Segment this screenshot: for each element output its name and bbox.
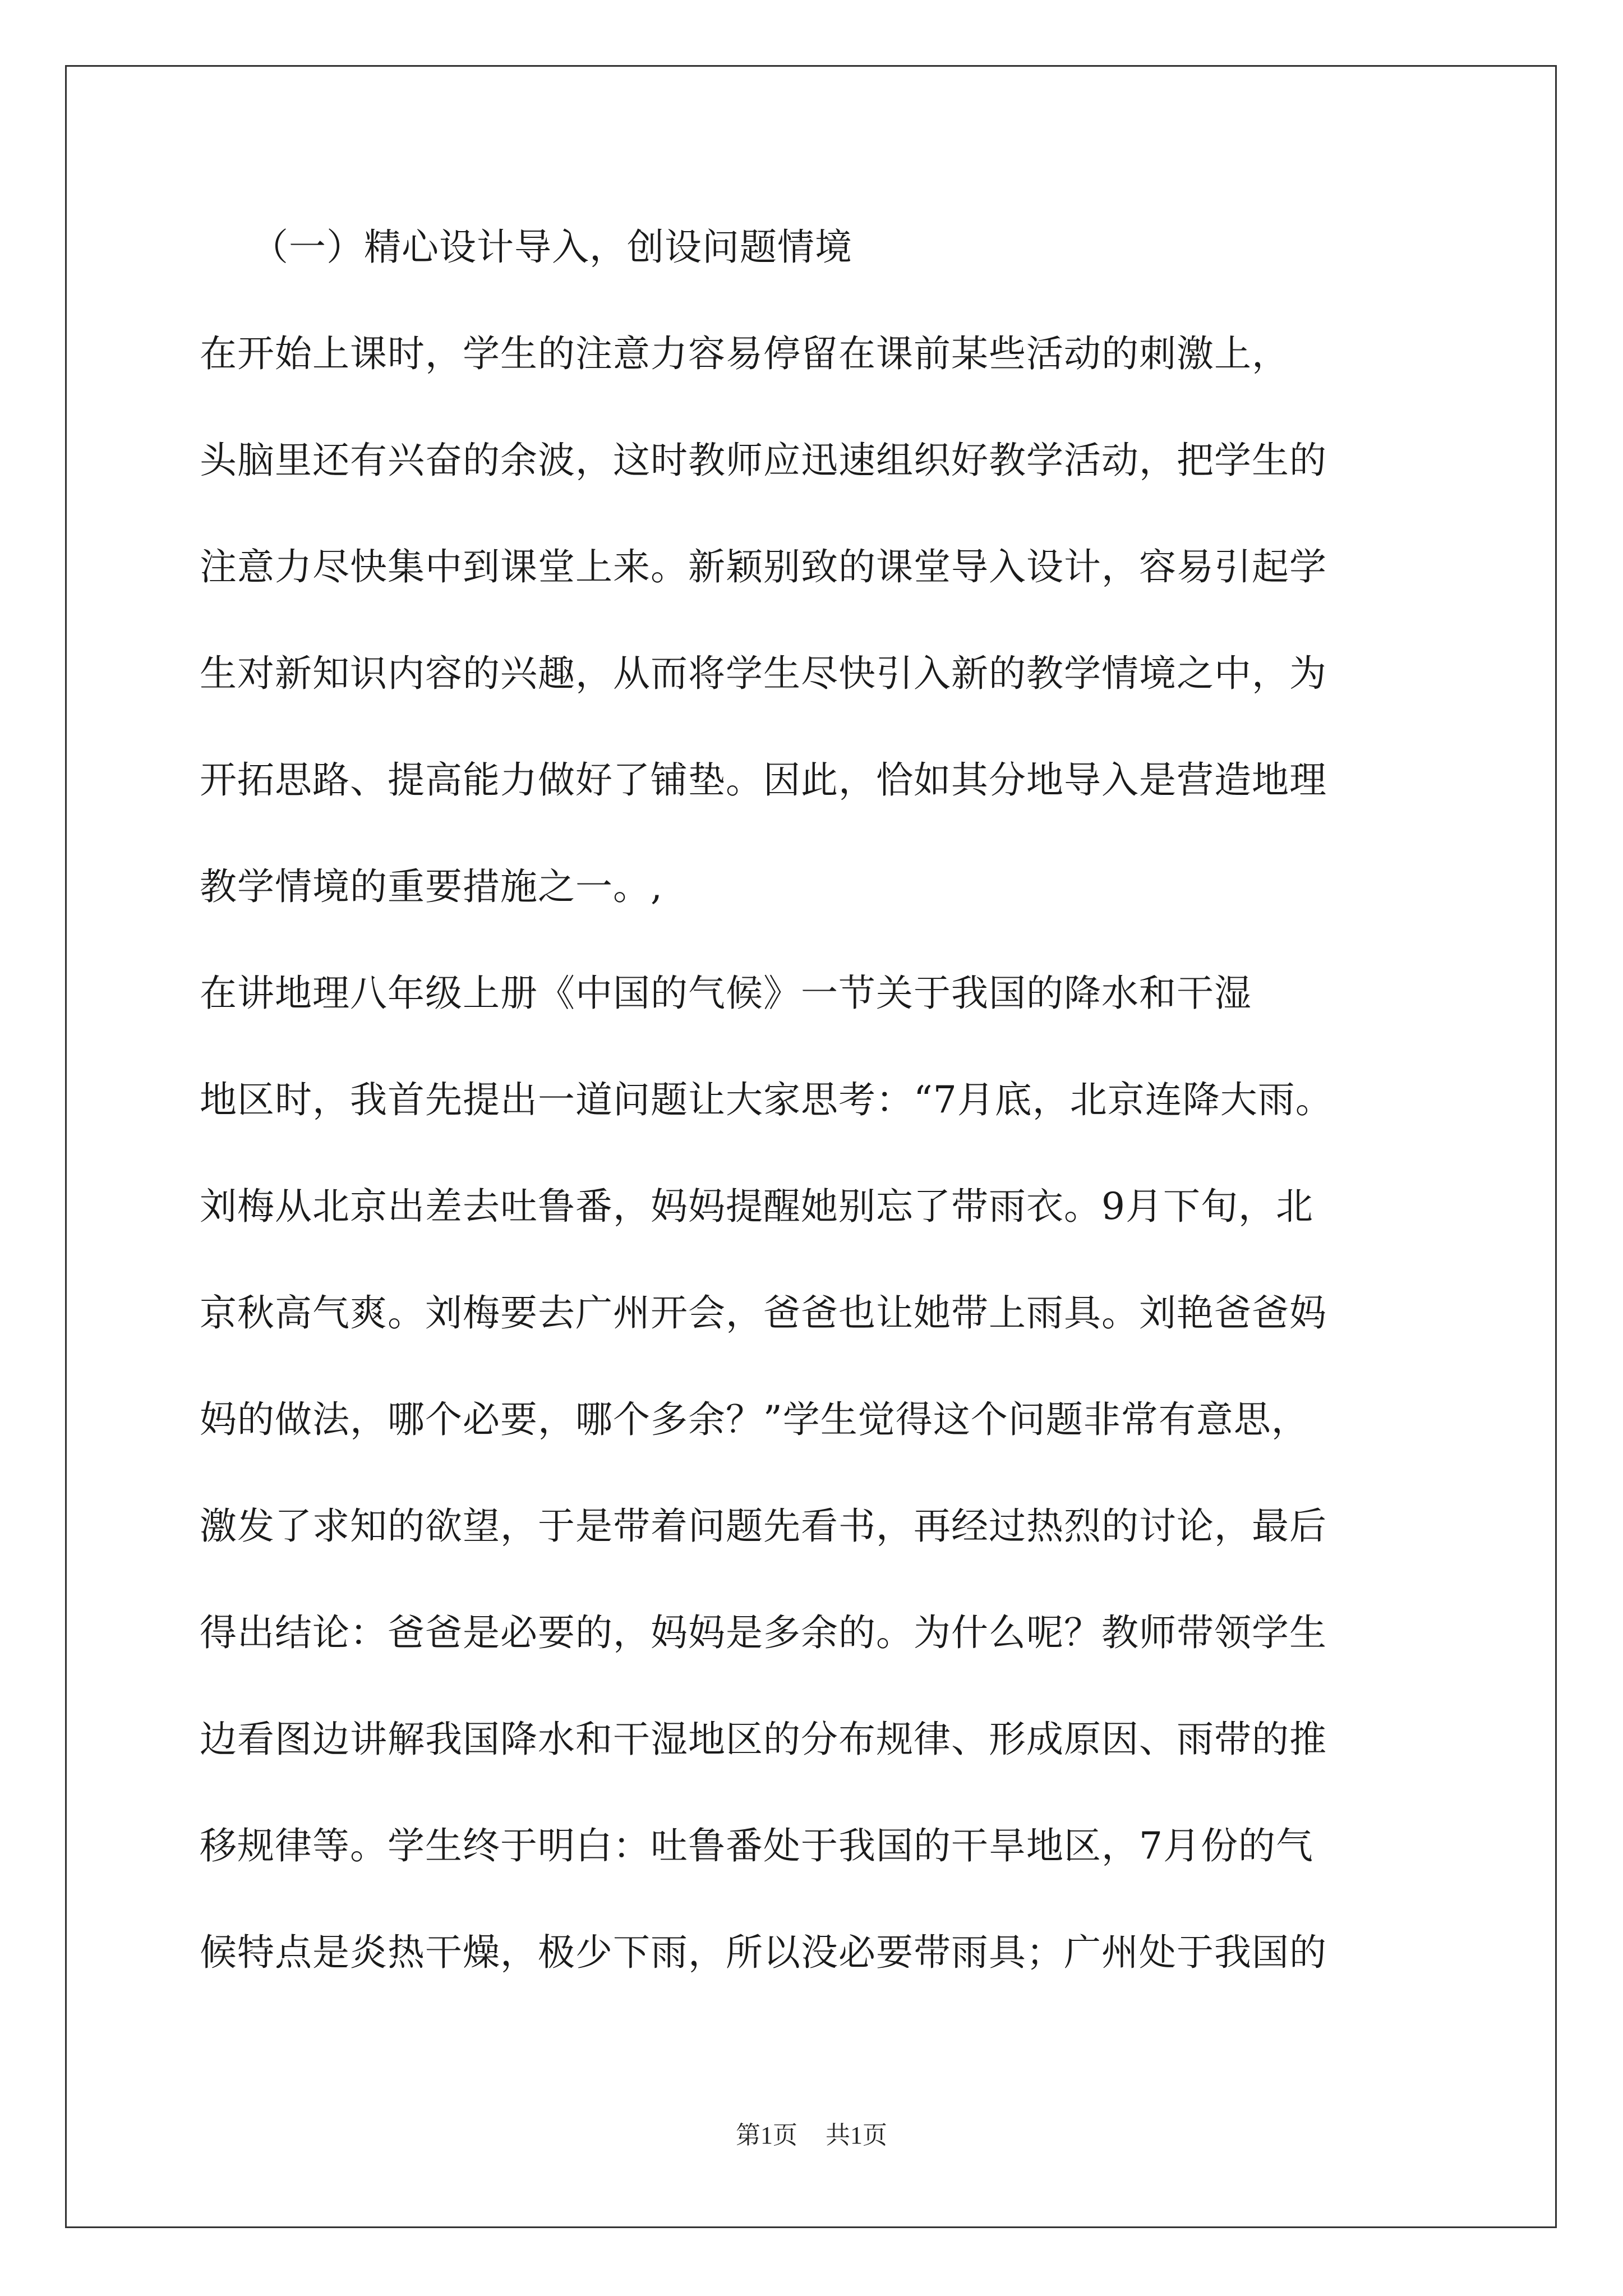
paragraph-2-line-2: 地区时，我首先提出一道问题让大家思考：“7月底，北京连降大雨。 (200, 1078, 1333, 1121)
paragraph-1-line-6: 教学情境的重要措施之一。, (200, 865, 663, 908)
paragraph-2-line-9: 移规律等。学生终于明白：吐鲁番处于我国的干旱地区，7月份的气 (200, 1824, 1313, 1867)
paragraph-2-line-8: 边看图边讲解我国降水和干湿地区的分布规律、形成原因、雨带的推 (200, 1718, 1327, 1761)
paragraph-2-line-10: 候特点是炎热干燥，极少下雨，所以没必要带雨具；广州处于我国的 (200, 1931, 1327, 1974)
page-number-current: 第1页 (736, 2122, 797, 2149)
paragraph-2-line-6: 激发了求知的欲望，于是带着问题先看书，再经过热烈的讨论，最后 (200, 1504, 1327, 1548)
page-border (65, 65, 1557, 2228)
paragraph-2-line-1: 在讲地理八年级上册《中国的气候》一节关于我国的降水和干湿 (200, 972, 1252, 1015)
paragraph-2-line-7: 得出结论：爸爸是必要的，妈妈是多余的。为什么呢？教师带领学生 (200, 1611, 1327, 1654)
paragraph-1-line-4: 生对新知识内容的兴趣，从而将学生尽快引入新的教学情境之中，为 (200, 652, 1327, 695)
paragraph-1-line-1: 在开始上课时，学生的注意力容易停留在课前某些活动的刺激上， (200, 332, 1289, 375)
section-heading: （一）精心设计导入，创设问题情境 (251, 226, 852, 269)
paragraph-1-line-2: 头脑里还有兴奋的余波，这时教师应迅速组织好教学活动，把学生的 (200, 439, 1327, 482)
page-number-total: 共1页 (826, 2122, 887, 2149)
paragraph-1-line-5: 开拓思路、提高能力做好了铺垫。因此，恰如其分地导入是营造地理 (200, 758, 1327, 802)
page-footer (0, 2115, 1623, 2151)
paragraph-1-line-3: 注意力尽快集中到课堂上来。新颖别致的课堂导入设计，容易引起学 (200, 545, 1327, 588)
paragraph-2-line-3: 刘梅从北京出差去吐鲁番，妈妈提醒她别忘了带雨衣。9月下旬，北 (200, 1185, 1313, 1228)
paragraph-2-line-4: 京秋高气爽。刘梅要去广州开会，爸爸也让她带上雨具。刘艳爸爸妈 (200, 1291, 1327, 1335)
paragraph-2-line-5: 妈的做法，哪个必要，哪个多余？”学生觉得这个问题非常有意思， (200, 1398, 1309, 1441)
